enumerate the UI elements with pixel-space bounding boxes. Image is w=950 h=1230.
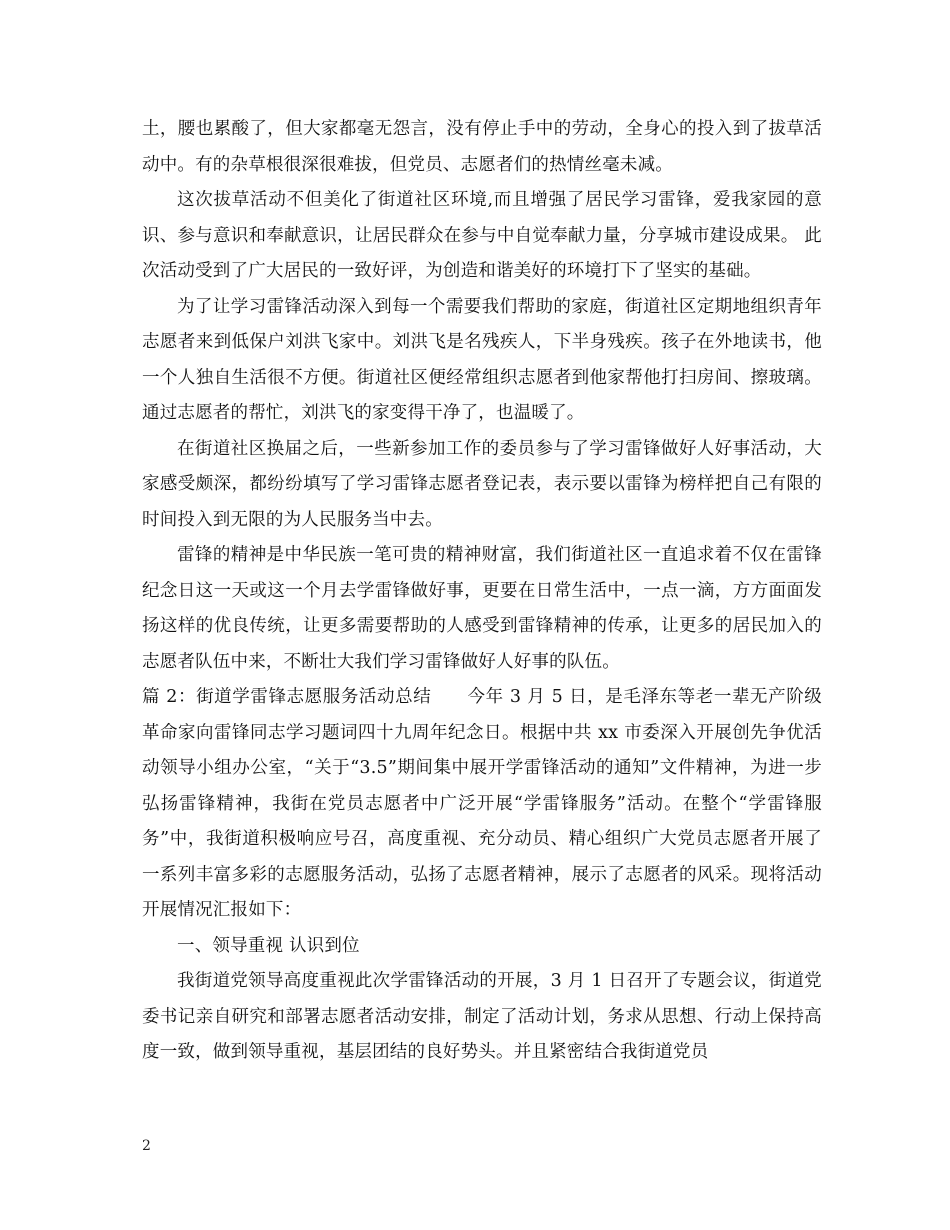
paragraph: 雷锋的精神是中华民族一笔可贵的精神财富，我们街道社区一直追求着不仅在雷锋纪念日这一天或这一个月去学雷锋做好事，更要在日常生活中，一点一滴，方方面面发扬这样的优良传统，让更多需要帮助的人感受到雷锋精神的传承，让更多的居民加入的志愿者队伍中来，不断壮大我们学习雷锋做好人好事的队伍。 — [142, 545, 822, 672]
subsection-heading: 一、领导重视 认识到位 — [177, 935, 360, 956]
paragraph: 土，腰也累酸了，但大家都毫无怨言，没有停止手中的劳动，全身心的投入到了拔草活动中。有的杂草根很深很难拔，但党员、志愿者们的热情丝毫未减。 — [142, 119, 822, 175]
paragraph: 我街道党领导高度重视此次学雷锋活动的开展，3 月 1 日召开了专题会议，街道党委书记亲自研究和部署志愿者活动安排，制定了活动计划，务求从思想、行动上保持高度一致，做到领导重视，基层团结的良好势头。并且紧密结合我街道党员 — [142, 971, 822, 1062]
paragraph: 这次拔草活动不但美化了街道社区环境,而且增强了居民学习雷锋，爱我家园的意识、参与意识和奉献意识，让居民群众在参与中自觉奉献力量，分享城市建设成果。 此次活动受到了广大居民的一致好评，为创造和谐美好的环境打下了坚实的基础。 — [142, 190, 822, 281]
page-number: 2 — [142, 1138, 151, 1154]
section-heading-paragraph: 篇 2：街道学雷锋志愿服务活动总结 今年 3 月 5 日，是毛泽东等老一辈无产阶级革命家向雷锋同志学习题词四十九周年纪念日。根据中共 xx 市委深入开展创先争优活动领导小组办公室，“关于“3.5”期间集中展开学雷锋活动的通知”文件精神，为进一步弘扬雷锋精神，我街在党员志愿者中广泛开展“学雷锋服务”活动。在整个“学雷锋服务”中，我街道积极响应号召，高度重视、充分动员、精心组织广大党员志愿者开展了一系列丰富多彩的志愿服务活动，弘扬了志愿者精神，展示了志愿者的风采。现将活动开展情况汇报如下： — [142, 687, 822, 920]
paragraph: 在街道社区换届之后，一些新参加工作的委员参与了学习雷锋做好人好事活动，大家感受颇深，都纷纷填写了学习雷锋志愿者登记表，表示要以雷锋为榜样把自己有限的时间投入到无限的为人民服务当中去。 — [142, 438, 822, 530]
document-body — [142, 112, 822, 1071]
paragraph: 为了让学习雷锋活动深入到每一个需要我们帮助的家庭，街道社区定期地组织青年志愿者来到低保户刘洪飞家中。刘洪飞是名残疾人，下半身残疾。孩子在外地读书，他一个人独自生活很不方便。街道社区便经常组织志愿者到他家帮他打扫房间、擦玻璃。通过志愿者的帮忙，刘洪飞的家变得干净了，也温暖了。 — [142, 296, 822, 423]
